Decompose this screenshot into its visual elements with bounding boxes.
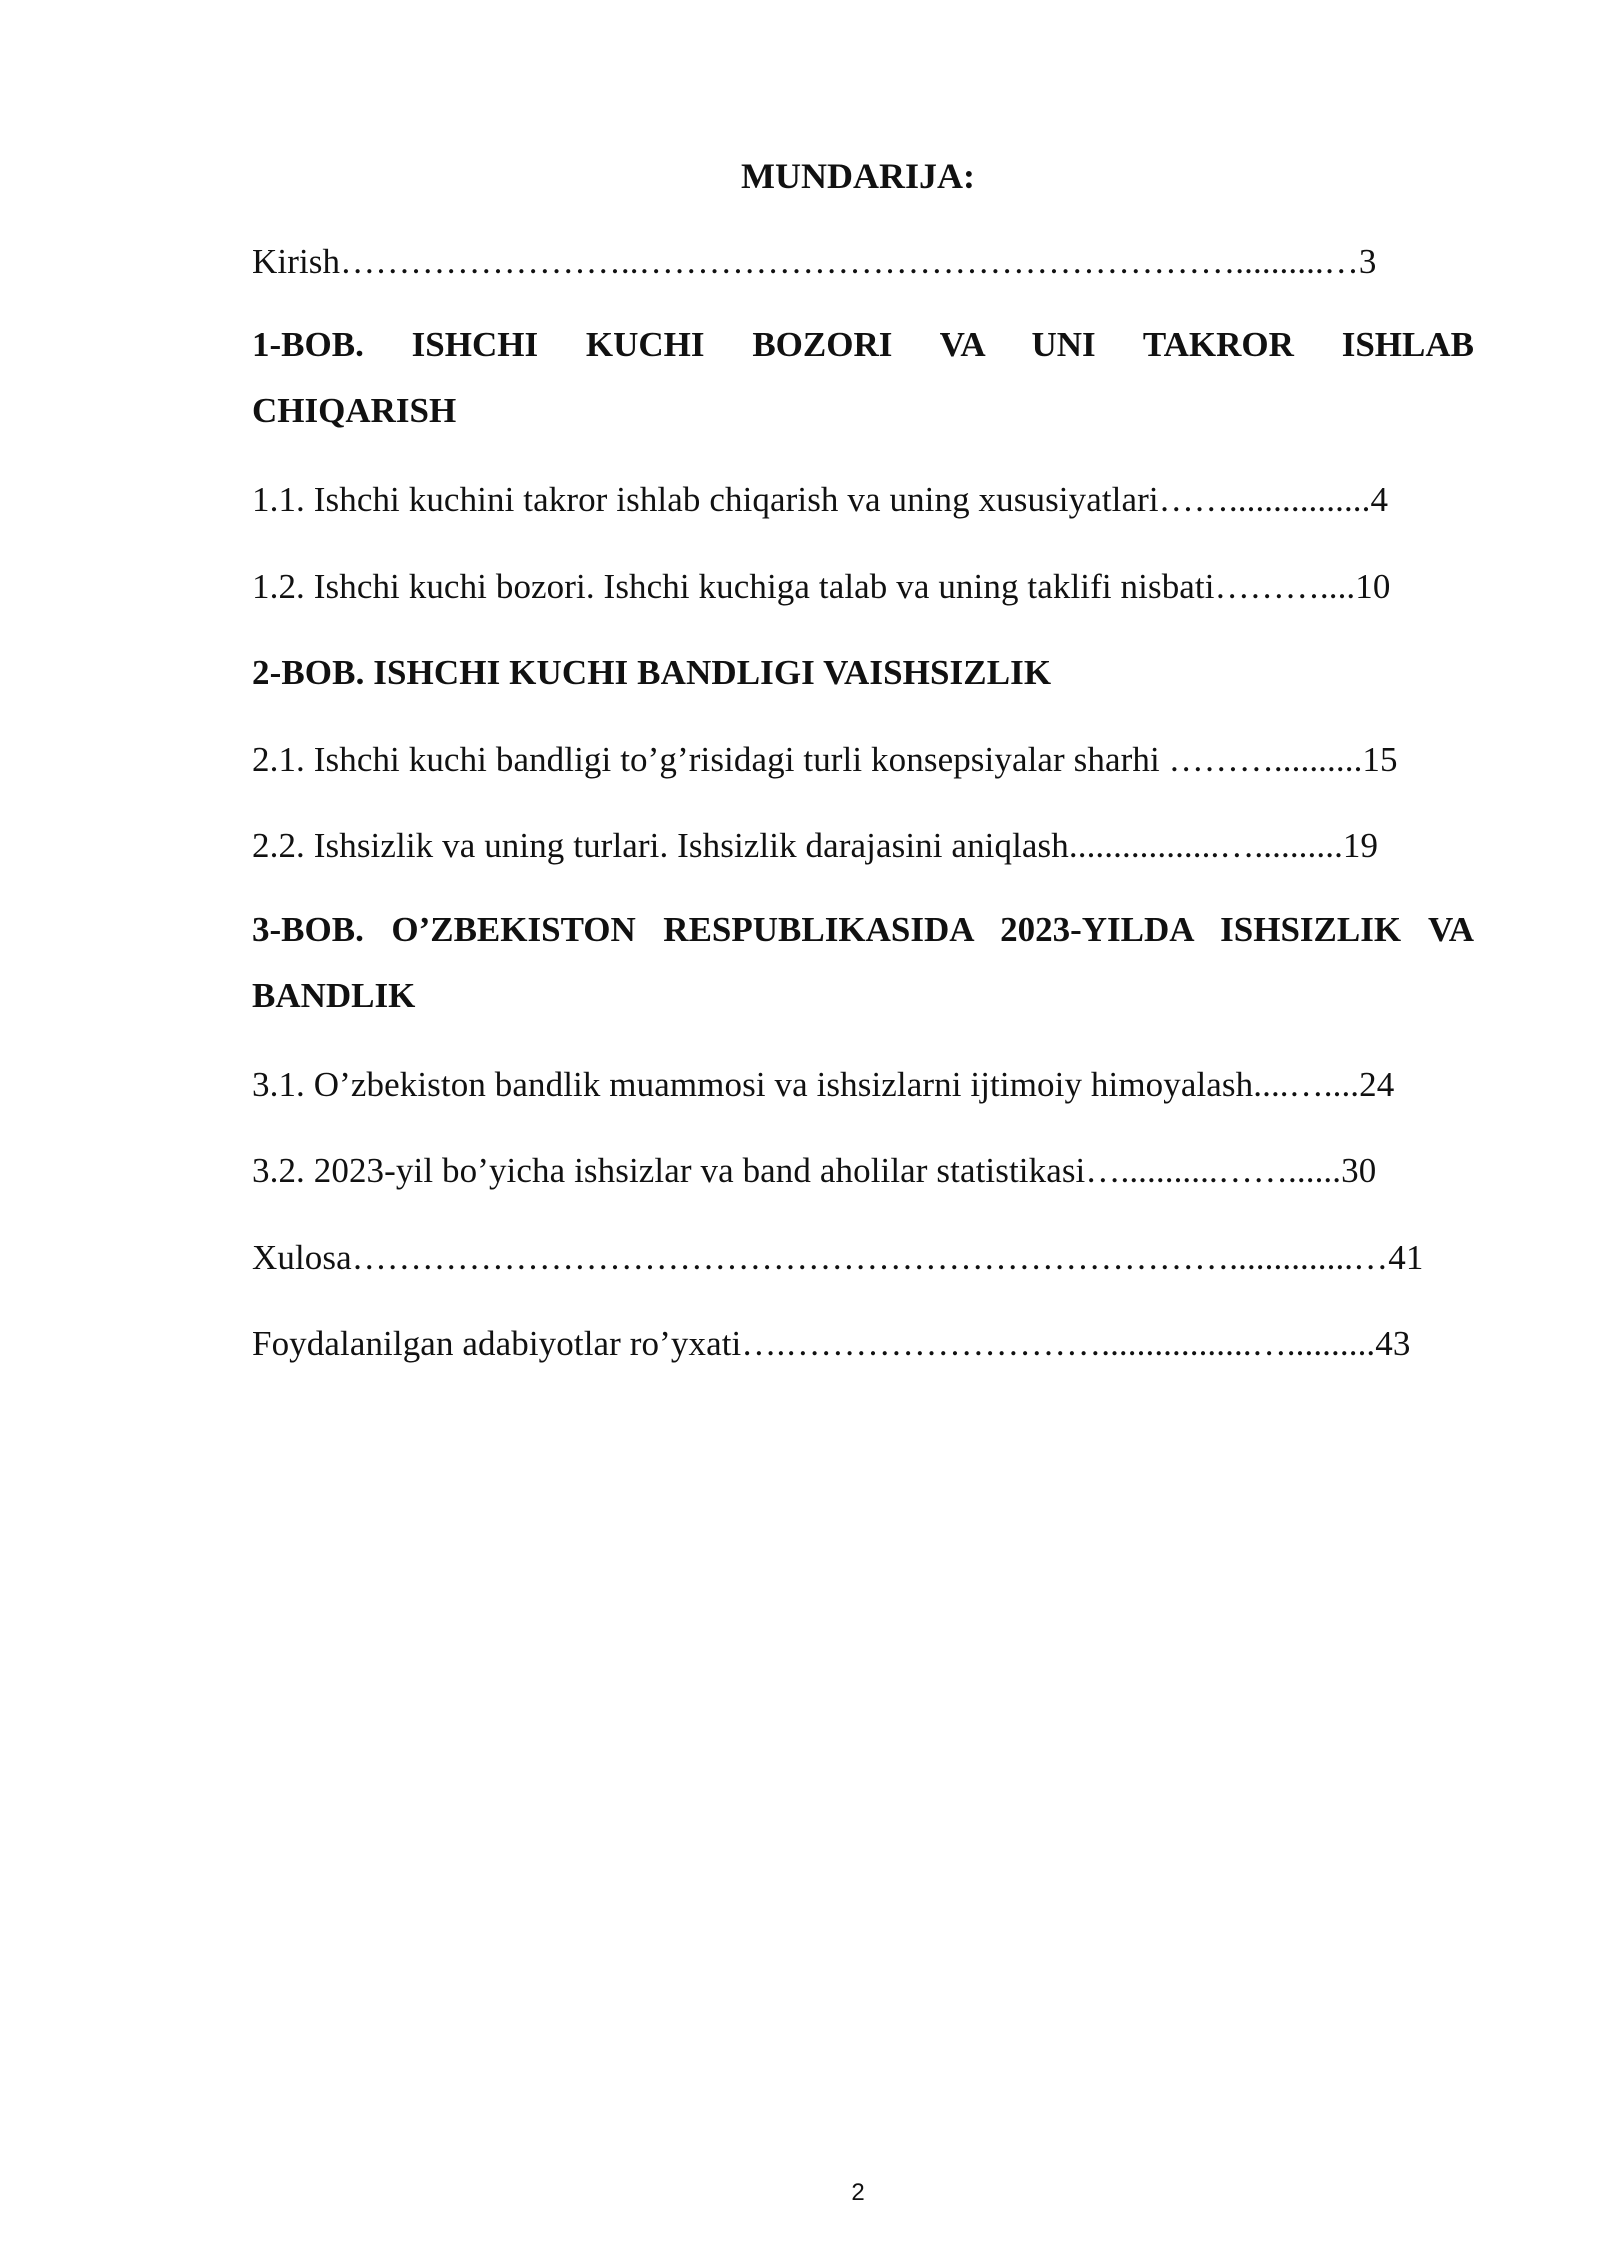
toc-entry-2-2: 2.2. Ishsizlik va uning turlari. Ishsizlik darajasini aniqlash.................…..........19 — [252, 826, 1379, 865]
toc-entry-2-1: 2.1. Ishchi kuchi bandligi to’g’risidagi turli konsepsiyalar sharhi ………..........15 — [252, 740, 1398, 779]
toc-entry-xulosa: Xulosa…………………………………………………………………..............…41 — [252, 1238, 1424, 1277]
toc-entry-kirish: Kirish……………………..……………………………………………..........…3 — [252, 242, 1377, 281]
toc-entry-1-1: 1.1. Ishchi kuchini takror ishlab chiqarish va uning xususiyatlari……................4 — [252, 480, 1389, 519]
toc-entry-3-1: 3.1. O’zbekiston bandlik muammosi va ishsizlarni ijtimoiy himoyalash....…....24 — [252, 1065, 1395, 1104]
toc-chapter-1-line1: 1-BOB. ISHCHI KUCHI BOZORI VA UNI TAKROR ISHLAB — [252, 325, 1474, 364]
page-title: MUNDARIJA: — [741, 156, 975, 196]
toc-entry-1-2: 1.2. Ishchi kuchi bozori. Ishchi kuchiga talab va uning taklifi nisbati………....10 — [252, 567, 1391, 606]
toc-chapter-2-heading: 2-BOB. ISHCHI KUCHI BANDLIGI VAISHSIZLIK — [252, 653, 1052, 692]
toc-entry-3-2: 3.2. 2023-yil bo’yicha ishsizlar va band aholilar statistikasi…...........……......30 — [252, 1151, 1377, 1190]
toc-chapter-1-line2: CHIQARISH — [252, 391, 457, 430]
toc-chapter-3-line1: 3-BOB. O’ZBEKISTON RESPUBLIKASIDA 2023-YILDA ISHSIZLIK VA — [252, 910, 1474, 949]
page-number: 2 — [851, 2179, 865, 2206]
toc-chapter-3-line2: BANDLIK — [252, 976, 416, 1015]
toc-chapter-1-heading — [252, 312, 1474, 444]
toc-entry-adabiyotlar: Foydalanilgan adabiyotlar ro’yxati….……………………….................…..........43 — [252, 1324, 1411, 1363]
toc-chapter-3-heading — [252, 897, 1474, 1029]
